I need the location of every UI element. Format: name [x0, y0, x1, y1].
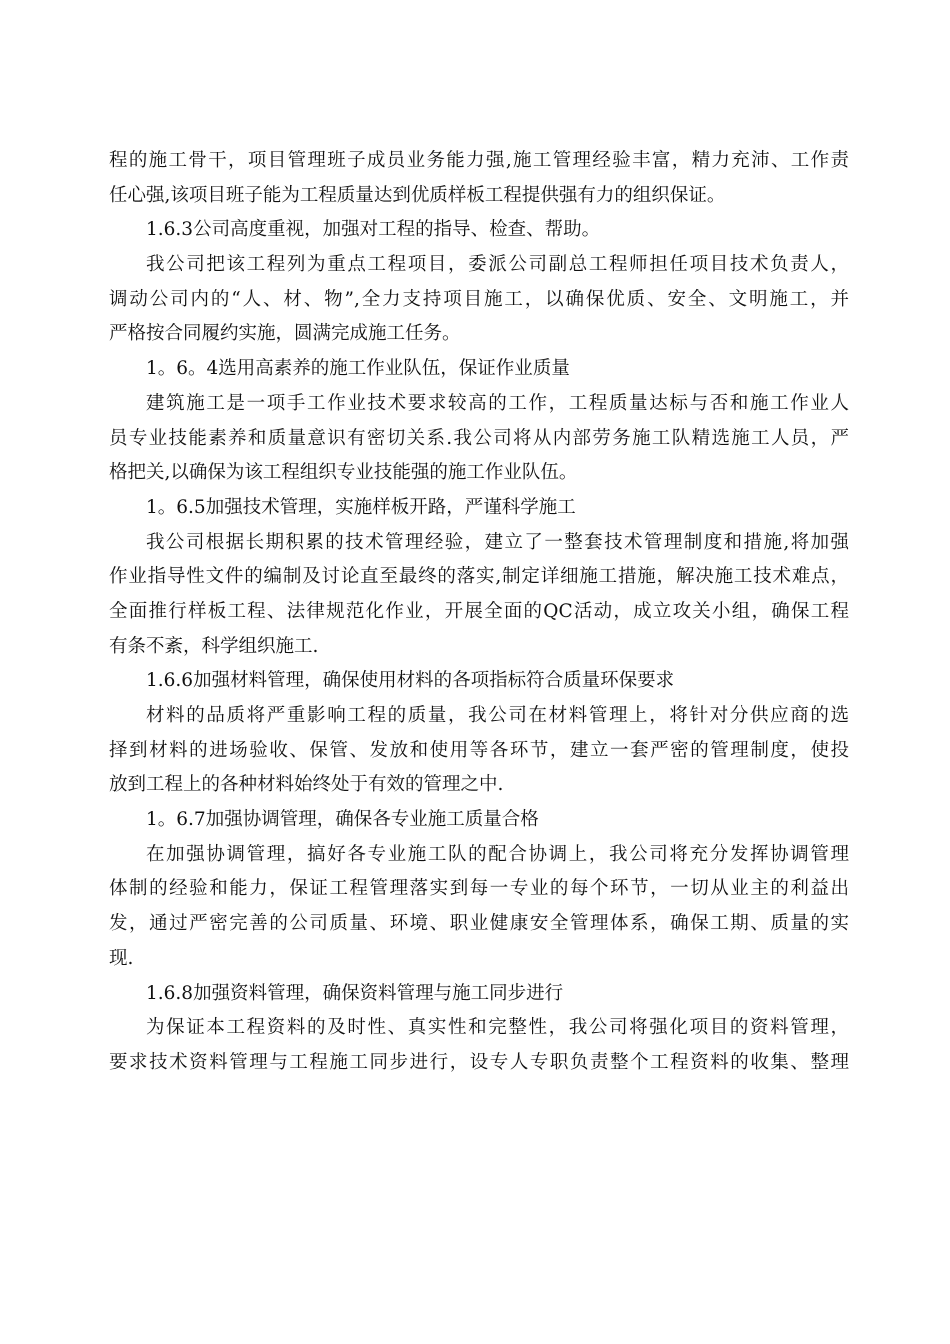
paragraph-line: 严格按合同履约实施，圆满完成施工任务。 — [109, 323, 461, 345]
section-heading-line: 1.6.3公司高度重视，加强对工程的指导、检查、帮助。 — [146, 219, 601, 241]
paragraph-line: 体制的经验和能力，保证工程管理落实到每一专业的每个环节，一切从业主的利益出 — [109, 878, 849, 900]
paragraph-line: 材料的品质将严重影响工程的质量，我公司在材料管理上，将针对分供应商的选 — [146, 705, 849, 726]
paragraph-line: 员专业技能素养和质量意识有密切关系.我公司将从内部劳务施工队精选施工人员，严 — [109, 427, 849, 449]
paragraph-line: 放到工程上的各种材料始终处于有效的管理之中. — [109, 774, 504, 796]
paragraph-line: 任心强,该项目班子能为工程质量达到优质样板工程提供强有力的组织保证。 — [109, 184, 726, 206]
paragraph-line: 作业指导性文件的编制及讨论直至最终的落实,制定详细施工措施，解决施工技术难点， — [109, 566, 849, 588]
paragraph-line: 建筑施工是一项手工作业技术要求较高的工作，工程质量达标与否和施工作业人 — [146, 392, 849, 414]
paragraph-line: 我公司根据长期积累的技术管理经验，建立了一整套技术管理制度和措施,将加强 — [146, 531, 849, 553]
paragraph-line: 要求技术资料管理与工程施工同步进行，设专人专职负责整个工程资料的收集、整理 — [109, 1051, 849, 1073]
paragraph-line: 调动公司内的“人、材、物”,全力支持项目施工，以确保优质、安全、文明施工，并 — [109, 288, 849, 310]
section-heading-line: 1。6.5加强技术管理，实施样板开路，严谨科学施工 — [146, 496, 576, 518]
paragraph-line: 择到材料的进场验收、保管、发放和使用等各环节，建立一套严密的管理制度，使投 — [109, 739, 849, 761]
document-body — [109, 144, 849, 1081]
paragraph-line: 格把关,以确保为该工程组织专业技能强的施工作业队伍。 — [109, 462, 578, 484]
section-heading-line: 1.6.6加强材料管理，确保使用材料的各项指标符合质量环保要求 — [146, 670, 675, 692]
paragraph-line: 为保证本工程资料的及时性、真实性和完整性，我公司将强化项目的资料管理， — [146, 1017, 849, 1039]
paragraph-line: 全面推行样板工程、法律规范化作业，开展全面的QC活动，成立攻关小组，确保工程 — [109, 600, 849, 622]
paragraph-line: 我公司把该工程列为重点工程项目，委派公司副总工程师担任项目技术负责人， — [146, 254, 849, 276]
paragraph-line: 程的施工骨干，项目管理班子成员业务能力强,施工管理经验丰富，精力充沛、工作责 — [109, 150, 849, 171]
paragraph-line: 现. — [109, 947, 134, 969]
paragraph-line: 发，通过严密完善的公司质量、环境、职业健康安全管理体系，确保工期、质量的实 — [109, 913, 849, 935]
section-heading-line: 1.6.8加强资料管理，确保资料管理与施工同步进行 — [146, 982, 564, 1004]
section-heading-line: 1。6。4选用高素养的施工作业队伍，保证作业质量 — [146, 358, 570, 380]
section-heading-line: 1。6.7加强协调管理，确保各专业施工质量合格 — [146, 809, 539, 831]
paragraph-line: 有条不紊，科学组织施工. — [109, 635, 319, 657]
paragraph-line: 在加强协调管理，搞好各专业施工队的配合协调上，我公司将充分发挥协调管理 — [146, 843, 849, 865]
